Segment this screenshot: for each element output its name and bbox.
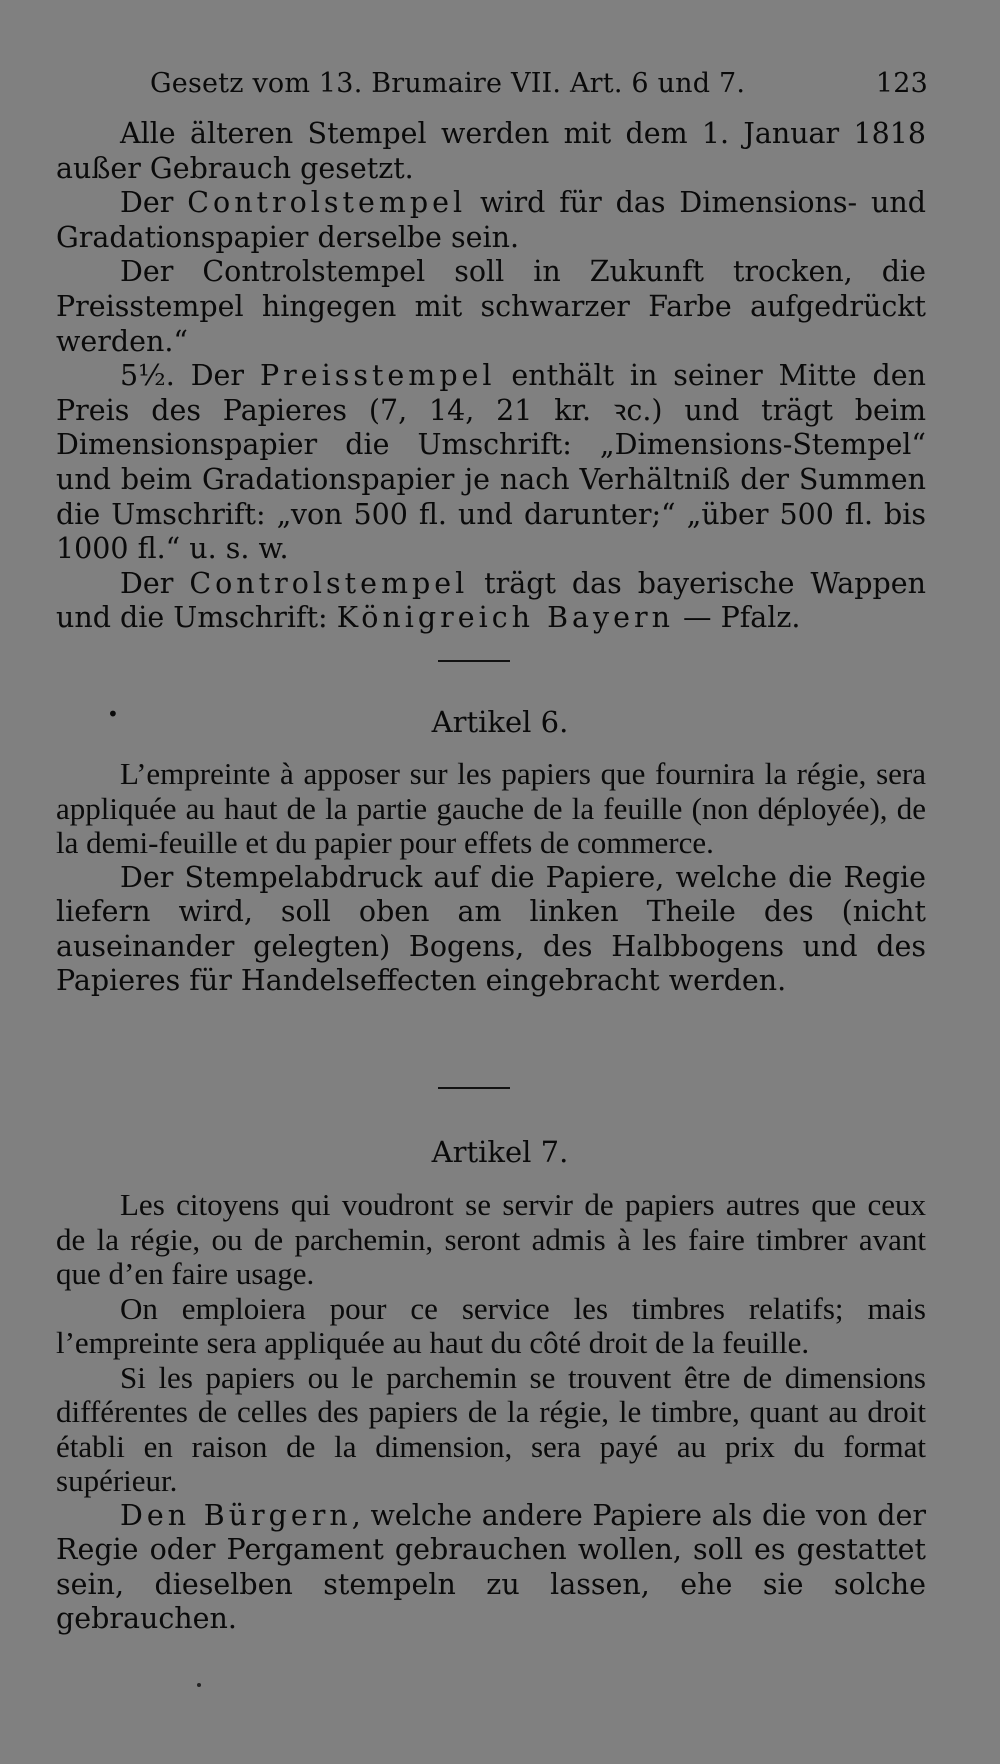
paragraph-price-stamp: 5½. Der Preisstempel enthält in seiner Mitte den Preis des Papieres (7, 14, 21 kr. ꝛc.) und trägt beim Dimensionspapier die Umschrift: „Dimensions-Stempel“ und beim Gradationspapier je nach Verhältniß der Summen die Umschrift: „von 500 fl. und darunter;“ „über 500 fl. bis 1000 fl.“ u. s. w. xyxy=(56,359,926,566)
section-divider xyxy=(438,1087,510,1089)
article-7-german: Den Bürgern, welche andere Papiere als die von der Regie oder Pergament gebrauchen wollen, soll es gestattet sein, dieselben stempeln zu lassen, ehe sie solche gebrauchen. xyxy=(56,1498,926,1636)
section-divider xyxy=(438,660,510,662)
continued-law-text xyxy=(56,117,926,636)
article-7-body xyxy=(56,1188,926,1637)
paragraph-old-stamps: Alle älteren Stempel werden mit dem 1. Januar 1818 außer Gebrauch gesetzt. xyxy=(56,117,926,185)
article-6-german: Der Stempelabdruck auf die Papiere, welche die Regie liefern wird, soll oben am linken Theile des (nicht auseinander gelegten) Bogens, des Halbbogens und des Papieres für Handelseffecten eingebracht werden. xyxy=(56,860,926,998)
article-6-heading: Artikel 6. xyxy=(431,705,569,739)
margin-mark: • xyxy=(107,702,119,726)
article-7-heading: Artikel 7. xyxy=(431,1135,569,1169)
article-6-french: L’empreinte à apposer sur les papiers que fournira la régie, sera appliquée au haut de la partie gauche de la feuille (non déployée), de la demi-feuille et du papier pour effets de commerce. xyxy=(56,756,926,860)
article-7-french-1: Les citoyens qui voudront se servir de papiers autres que ceux de la régie, ou de parchemin, seront admis à les faire timbrer avant que d’en faire usage. xyxy=(56,1187,926,1291)
paragraph-bavarian-arms: Der Controlstempel trägt das bayerische Wappen und die Umschrift: Königreich Bayern — Pfalz. xyxy=(56,566,926,635)
article-6-body xyxy=(56,757,926,999)
article-7-french-3: Si les papiers ou le parchemin se trouvent être de dimensions différentes de celles des papiers de la régie, le timbre, quant au droit établi en raison de la dimension, sera payé au prix du format supérieur. xyxy=(56,1359,926,1498)
paragraph-control-stamp: Der Controlstempel wird für das Dimensions- und Gradationspapier derselbe sein. xyxy=(56,186,926,254)
paragraph-dry-stamp: Der Controlstempel soll in Zukunft trocken, die Preisstempel hingegen mit schwarzer Farbe aufgedrückt werden.“ xyxy=(56,255,926,358)
article-7-french-2: On emploiera pour ce service les timbres relatifs; mais l’empreinte sera appliquée au haut du côté droit de la feuille. xyxy=(56,1290,926,1360)
speck xyxy=(197,1683,201,1687)
page-header xyxy=(0,62,1000,106)
running-title: Gesetz vom 13. Brumaire VII. Art. 6 und 7. xyxy=(150,68,746,99)
page-number: 123 xyxy=(875,68,928,99)
